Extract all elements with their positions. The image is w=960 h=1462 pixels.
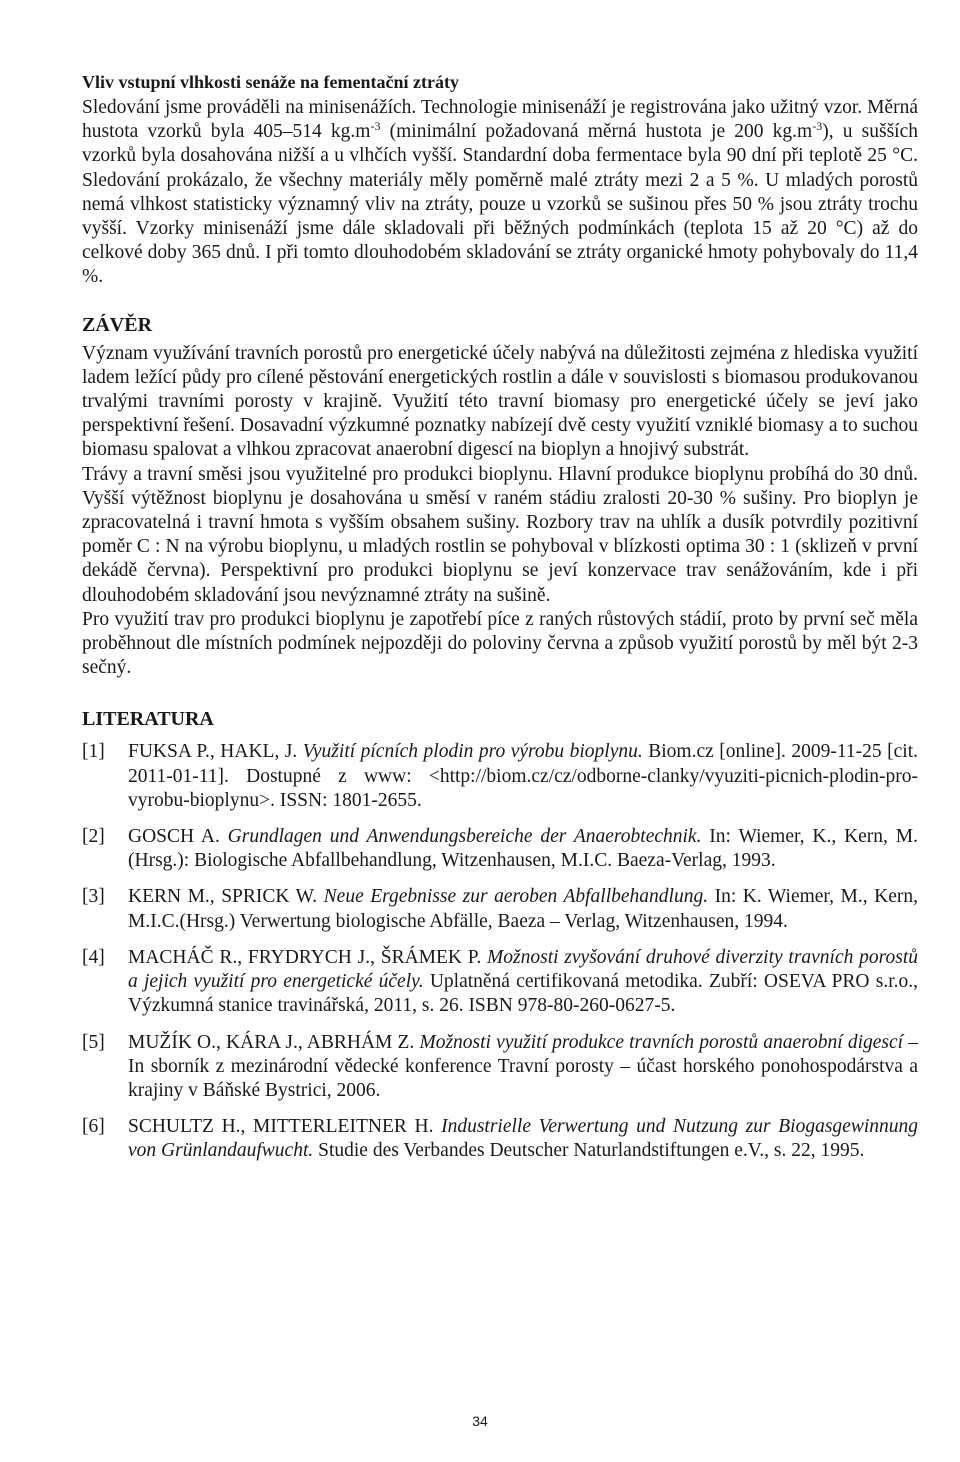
reference-text: SCHULTZ H., MITTERLEITNER H. Industrielle Verwertung und Nutzung zur Biogasgewinnung von Grünlandaufwucht. Studie des Verbandes Deutscher Naturlandstiftungen e.V., s. 22, 1995. <box>128 1116 918 1162</box>
reference-item <box>82 1115 918 1163</box>
reference-text: MUŽÍK O., KÁRA J., ABRHÁM Z. Možnosti využití produkce travních porostů anaerobní digescí – In sborník z mezinárodní vědecké konference Travní porosty – účast horského ponohospodárstva a krajiny v Báňské Bystrici, 2006. <box>128 1031 918 1101</box>
zaver-heading: ZÁVĚR <box>82 313 153 336</box>
reference-item <box>82 1031 918 1104</box>
zaver-paragraph-1: Význam využívání travních porostů pro energetické účely nabývá na důležitosti zejména z hlediska využití ladem ležící půdy pro cílené pěstování energetických rostlin a dále v souvislosti s biomasou produkovanou trvalými travními porosty v krajině. Využití této travní biomasy pro energetické účely se jeví jako perspektivní řešení. Dosavadní výzkumné poznatky nabízejí dvě cesty využití vzniklé biomasy a to suchou biomasu spalovat a vlhkou zpracovat anaerobní digescí na bioplyn a hnojivý substrát. <box>82 342 918 461</box>
reference-number: [1] <box>82 741 105 763</box>
reference-text: KERN M., SPRICK W. Neue Ergebnisse zur aeroben Abfallbehandlung. In: K. Wiemer, M., Kern, M.I.C.(Hrsg.) Verwertung biologische Abfälle, Baeza – Verlag, Witzenhausen, 1994. <box>128 886 918 932</box>
section-subheading: Vliv vstupní vlhkosti senáže na fementační ztráty <box>82 72 459 92</box>
page-number: 34 <box>472 1413 488 1429</box>
reference-text: FUKSA P., HAKL, J. Využití pícních plodin pro výrobu bioplynu. Biom.cz [online]. 2009-11-25 [cit. 2011-01-11]. Dostupné z www: <http://biom.cz/cz/odborne-clanky/vyuziti-picnich-plodin-pro-vyrobu-bioplynu>. ISSN: 1801-2655. <box>128 741 918 811</box>
page-content <box>82 70 918 1176</box>
reference-number: [5] <box>82 1031 105 1053</box>
reference-number: [3] <box>82 886 105 908</box>
reference-number: [6] <box>82 1116 105 1138</box>
reference-text: GOSCH A. Grundlagen und Anwendungsbereiche der Anaerobtechnik. In: Wiemer, K., Kern, M. (Hrsg.): Biologische Abfallbehandlung, Witzenhausen, M.I.C. Baeza-Verlag, 1993. <box>128 826 918 872</box>
reference-item <box>82 946 918 1019</box>
zaver-paragraph-3: Pro využití trav pro produkci bioplynu je zapotřebí píce z raných růstových stádií, proto by první seč měla proběhnout dle místních podmínek nejpozději do poloviny června a způsob využití porostů by měl být 2-3 sečný. <box>82 608 918 679</box>
reference-item <box>82 740 918 813</box>
zaver-paragraph-2: Trávy a travní směsi jsou využitelné pro produkci bioplynu. Hlavní produkce bioplynu probíhá do 30 dnů. Vyšší výtěžnost bioplynu je dosahována u směsí v raném stádiu zralosti 20-30 % sušiny. Pro bioplyn je zpracovatelná i travní hmota s vyšším obsahem sušiny. Rozbory trav na uhlík a dusík potvrdily pozitivní poměr C : N na výrobu bioplynu, u mladých rostlin se pohyboval v blízkosti optima 30 : 1 (sklizeň v první dekádě června). Perspektivní pro produkci bioplynu se jeví konzervace trav senážováním, kde i při dlouhodobém skladování jsou nevýznamné ztráty na sušině. <box>82 463 918 606</box>
section-paragraph: Sledování jsme prováděli na minisenážích. Technologie minisenáží je registrována jako užitný vzor. Měrná hustota vzorků byla 405–514 $kg.m^{-3}$ (minimální požadovaná měrná hustota je 200 $kg.m^{-3}$), u sušších vzorků byla dosahována nižší a u vlhčích vyšší. Standardní doba fermentace byla 90 dní při teplotě 25 °C. Sledování prokázalo, že všechny materiály měly poměrně malé ztráty mezi 2 a 5 %. U mladých porostů nemá vlhkost statisticky významný vliv na ztráty, pouze u vzorků se sušinou přes 50 % jsou ztráty trochu vyšší. Vzorky minisenáží jsme dále skladovali při běžných podmínkách (teplota 15 až 20 °C) až do celkové doby 365 dnů. I při tomto dlouhodobém skladování se ztráty organické hmoty pohybovaly do 11,4 %. <box>82 97 918 288</box>
reference-number: [2] <box>82 826 105 848</box>
literatura-heading: LITERATURA <box>82 708 214 731</box>
reference-item <box>82 885 918 933</box>
reference-text: MACHÁČ R., FRYDRYCH J., ŠRÁMEK P. Možnosti zvyšování druhové diverzity travních porostů a jejich využití pro energetické účely. Uplatněná certifikovaná metodika. Zubří: OSEVA PRO s.r.o., Výzkumná stanice travinářská, 2011, s. 26. ISBN 978-80-260-0627-5. <box>128 946 918 1017</box>
reference-item <box>82 825 918 873</box>
reference-number: [4] <box>82 946 105 968</box>
